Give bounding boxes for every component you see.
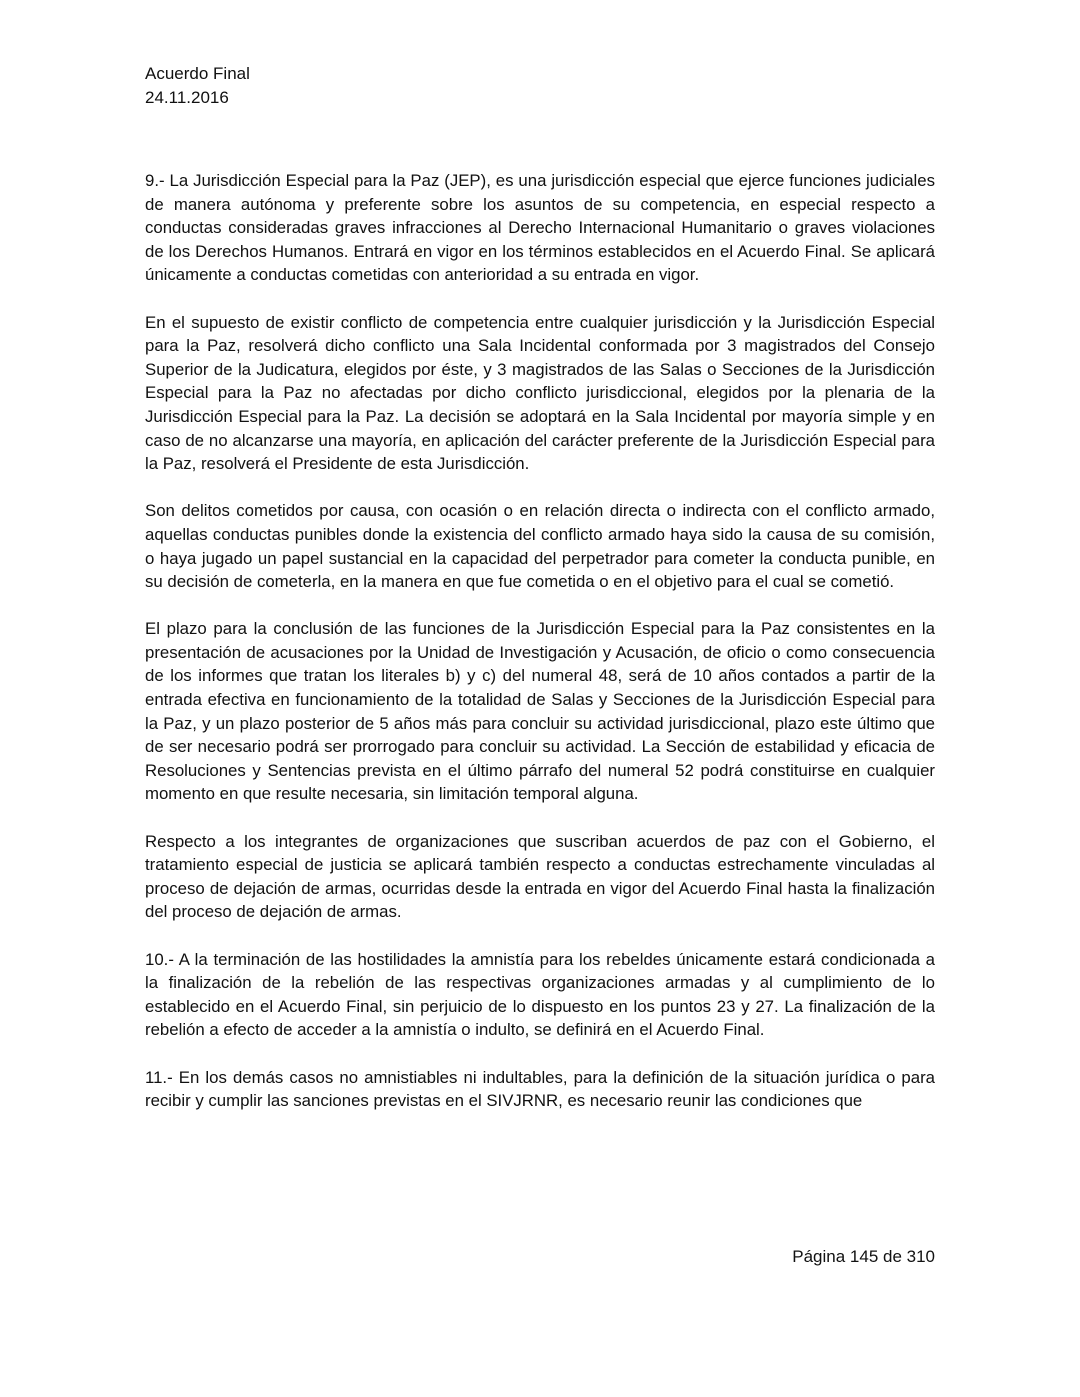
paragraph-10: 10.- A la terminación de las hostilidades la amnistía para los rebeldes únicamente estará condicionada a la finalización de la rebelión de las respectivas organizaciones armadas y al cumplimiento de lo establecido en el Acuerdo Final, sin perjuicio de lo dispuesto en los puntos 23 y 27. La finalización de la rebelión a efecto de acceder a la amnistía o indulto, se definirá en el Acuerdo Final. [145, 949, 935, 1040]
paragraph-competence-conflict: En el supuesto de existir conflicto de competencia entre cualquier jurisdicción y la Jurisdicción Especial para la Paz, resolverá dicho conflicto una Sala Incidental conformada por 3 magistrados del Consejo Superior de la Judicatura, elegidos por éste, y 3 magistrados de las Salas o Secciones de la Jurisdicción Especial para la Paz no afectadas por dicho conflicto jurisdiccional, elegidos por la plenaria de la Jurisdicción Especial para la Paz. La decisión se adoptará en la Sala Incidental por mayoría simple y en caso de no alcanzarse una mayoría, en aplicación del carácter preferente de la Jurisdicción Especial para la Paz, resolverá el Presidente de esta Jurisdicción. [145, 312, 935, 474]
paragraph-special-treatment: Respecto a los integrantes de organizaciones que suscriban acuerdos de paz con el Gobierno, el tratamiento especial de justicia se aplicará también respecto a conductas estrechamente vinculadas al proceso de dejación de armas, ocurridas desde la entrada en vigor del Acuerdo Final hasta la finalización del proceso de dejación de armas. [145, 831, 935, 922]
paragraph-term-deadline: El plazo para la conclusión de las funciones de la Jurisdicción Especial para la Paz consistentes en la presentación de acusaciones por la Unidad de Investigación y Acusación, de oficio o como consecuencia de los informes que tratan los literales b) y c) del numeral 48, será de 10 años contados a partir de la entrada efectiva en funcionamiento de la totalidad de Salas y Secciones de la Jurisdicción Especial para la Paz, y un plazo posterior de 5 años más para concluir su actividad jurisdiccional, plazo este último que de ser necesario podrá ser prorrogado para concluir su actividad. La Sección de estabilidad y eficacia de Resoluciones y Sentencias prevista en el último párrafo del numeral 52 podrá constituirse en cualquier momento en que resulte necesaria, sin limitación temporal alguna. [145, 619, 935, 804]
document-title: Acuerdo Final [145, 64, 250, 83]
paragraph-9: 9.- La Jurisdicción Especial para la Paz (JEP), es una jurisdicción especial que ejerce funciones judiciales de manera autónoma y preferente sobre los asuntos de su competencia, en especial respecto a conductas consideradas graves infracciones al Derecho Internacional Humanitario o graves violaciones de los Derechos Humanos. Entrará en vigor en los términos establecidos en el Acuerdo Final. Se aplicará únicamente a conductas cometidas con anterioridad a su entrada en vigor. [145, 171, 935, 285]
paragraph-crimes-definition: Son delitos cometidos por causa, con ocasión o en relación directa o indirecta con el conflicto armado, aquellas conductas punibles donde la existencia del conflicto armado haya sido la causa de su comisión, o haya jugado un papel sustancial en la capacidad del perpetrador para cometer la conducta punible, en su decisión de cometerla, en la manera en que fue cometida o en el objetivo para el cual se cometió. [145, 501, 935, 592]
paragraph-11: 11.- En los demás casos no amnistiables ni indultables, para la definición de la situación jurídica o para recibir y cumplir las sanciones previstas en el SIVJRNR, es necesario reunir las condiciones que [145, 1067, 935, 1111]
document-body [145, 169, 935, 1113]
page-number: Página 145 de 310 [792, 1247, 935, 1266]
page-header [145, 62, 250, 110]
document-date: 24.11.2016 [145, 88, 229, 107]
